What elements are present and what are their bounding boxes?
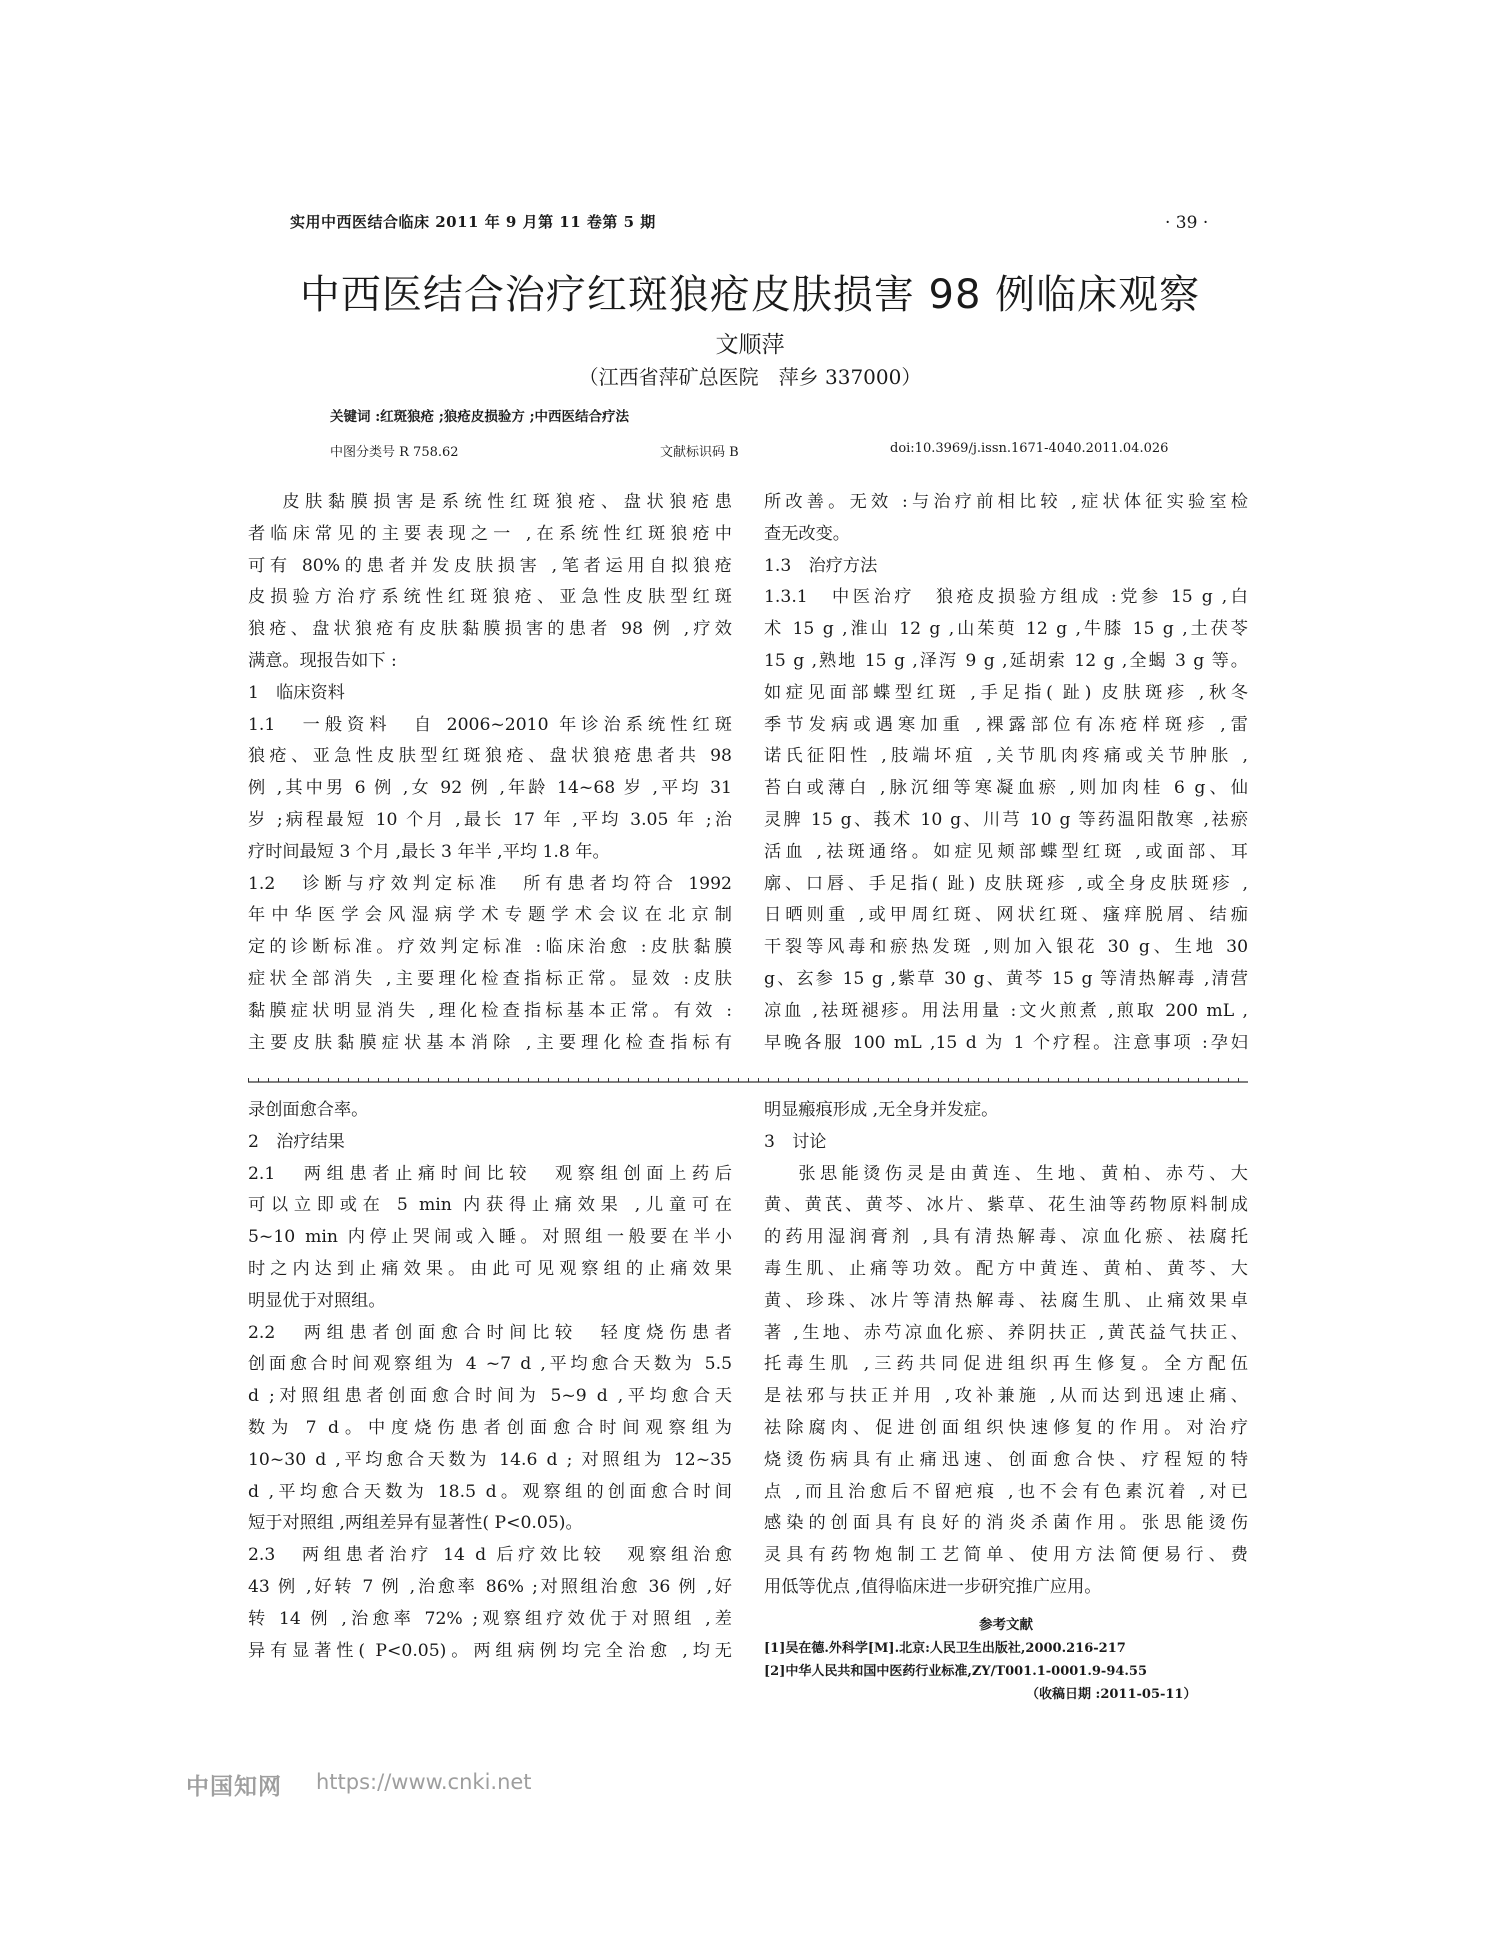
left-column-bottom [248, 1095, 732, 1667]
cnki-logo: 中国知网 [186, 1774, 282, 1800]
text-line: 创面愈合时间观察组为 4 ~7 d ,平均愈合天数为 5.5 [248, 1354, 732, 1375]
text-line: 苔白或薄白 ,脉沉细等寒凝血瘀 ,则加肉桂 6 g、仙 [764, 778, 1248, 799]
text-line: 黄、珍珠、冰片等清热解毒、祛腐生肌、止痛效果卓 [764, 1290, 1248, 1311]
text-line: 术 15 g ,淮山 12 g ,山茱萸 12 g ,牛膝 15 g ,土茯苓 [764, 619, 1248, 640]
text-line: 满意。现报告如下 : [248, 650, 397, 671]
left-column-top [248, 487, 732, 1059]
text-line: 廓、口唇、手足指( 趾) 皮肤斑疹 ,或全身皮肤斑疹 , [764, 873, 1248, 894]
document-code: 文献标识码 B [660, 445, 739, 460]
text-line: 时之内达到止痛效果。由此可见观察组的止痛效果 [248, 1258, 732, 1279]
section-divider [248, 1078, 1248, 1086]
reference-item: [1]吴在德.外科学[M].北京:人民卫生出版社,2000.216-217 [764, 1641, 1126, 1656]
text-line: 烧烫伤病具有止痛迅速、创面愈合快、疗程短的特 [764, 1449, 1248, 1470]
section-heading: 1 临床资料 [248, 682, 345, 703]
text-line: 录创面愈合率。 [248, 1100, 369, 1120]
received-date: （收稿日期 :2011-05-11） [1026, 1687, 1197, 1702]
text-line: 用低等优点 ,值得临床进一步研究推广应用。 [764, 1576, 1102, 1597]
right-column-top [764, 487, 1248, 1059]
text-line: 疗时间最短 3 个月 ,最长 3 年半 ,平均 1.8 年。 [248, 841, 610, 862]
right-column-bottom [764, 1095, 1248, 1604]
text-line: 干裂等风毒和瘀热发斑 ,则加入银花 30 g、生地 30 [764, 937, 1248, 958]
text-line: 2.1 两组患者止痛时间比较 观察组创面上药后 [248, 1163, 732, 1184]
text-line: 查无改变。 [764, 523, 850, 544]
text-line: 例 ,其中男 6 例 ,女 92 例 ,年龄 14~68 岁 ,平均 31 [248, 778, 732, 799]
text-line: 15 g ,熟地 15 g ,泽泻 9 g ,延胡索 12 g ,全蝎 3 g 等。 [764, 650, 1248, 671]
text-line: 短于对照组 ,两组差异有显著性( P<0.05)。 [248, 1513, 583, 1534]
classification-number: 中图分类号 R 758.62 [330, 445, 459, 460]
text-line: 点 ,而且治愈后不留疤痕 ,也不会有色素沉着 ,对已 [764, 1481, 1248, 1502]
text-line: 黄、黄芪、黄芩、冰片、紫草、花生油等药物原料制成 [764, 1195, 1248, 1216]
text-line: 可以立即或在 5 min 内获得止痛效果 ,儿童可在 [248, 1195, 732, 1216]
text-line: 感染的创面具有良好的消炎杀菌作用。张思能烫伤 [764, 1513, 1248, 1534]
text-line: 灵脾 15 g、莪术 10 g、川芎 10 g 等药温阳散寒 ,祛瘀 [764, 809, 1248, 830]
text-line: 的药用湿润膏剂 ,具有清热解毒、凉血化瘀、祛腐托 [764, 1227, 1248, 1248]
text-line: 狼疮、盘状狼疮有皮肤黏膜损害的患者 98 例 ,疗效 [248, 619, 732, 640]
text-line: 张思能烫伤灵是由黄连、生地、黄柏、赤芍、大 [798, 1163, 1248, 1184]
text-line: 托毒生肌 ,三药共同促进组织再生修复。全方配伍 [764, 1354, 1248, 1375]
text-line: 活血 ,祛斑通络。如症见颊部蝶型红斑 ,或面部、耳 [764, 841, 1248, 862]
text-line: 明显优于对照组。 [248, 1290, 386, 1311]
text-line: 日晒则重 ,或甲周红斑、网状红斑、瘙痒脱屑、结痂 [764, 905, 1248, 926]
text-line: 1.1 一般资料 自 2006~2010 年诊治系统性红斑 [248, 714, 732, 735]
text-line: 2.3 两组患者治疗 14 d 后疗效比较 观察组治愈 [248, 1545, 732, 1566]
text-line: 诺氏征阳性 ,肢端坏疽 ,关节肌肉疼痛或关节肿胀 , [764, 746, 1248, 767]
text-line: 43 例 ,好转 7 例 ,治愈率 86% ;对照组治愈 36 例 ,好 [248, 1576, 732, 1597]
section-heading: 3 讨论 [764, 1131, 827, 1152]
article-title: 中西医结合治疗红斑狼疮皮肤损害 98 例临床观察 [299, 272, 1201, 318]
text-line: 定的诊断标准。疗效判定标准 :临床治愈 :皮肤黏膜 [248, 937, 732, 958]
text-line: 可有 80%的患者并发皮肤损害 ,笔者运用自拟狼疮 [248, 555, 732, 576]
text-line: 是祛邪与扶正并用 ,攻补兼施 ,从而达到迅速止痛、 [764, 1386, 1248, 1407]
text-line: 黏膜症状明显消失 ,理化检查指标基本正常。有效 : [248, 1000, 732, 1021]
text-line: 主要皮肤黏膜症状基本消除 ,主要理化检查指标有 [248, 1032, 732, 1053]
text-line: 2.2 两组患者创面愈合时间比较 轻度烧伤患者 [248, 1322, 732, 1343]
text-line: 者临床常见的主要表现之一 ,在系统性红斑狼疮中 [248, 523, 732, 544]
text-line: d ,平均愈合天数为 18.5 d。观察组的创面愈合时间 [248, 1481, 732, 1502]
text-line: 岁 ;病程最短 10 个月 ,最长 17 年 ,平均 3.05 年 ;治 [248, 809, 732, 830]
text-line: d ;对照组患者创面愈合时间为 5~9 d ,平均愈合天 [248, 1386, 732, 1407]
text-line: 1.2 诊断与疗效判定标准 所有患者均符合 1992 [248, 873, 732, 894]
text-line: 皮损验方治疗系统性红斑狼疮、亚急性皮肤型红斑 [248, 587, 732, 608]
text-line: 转 14 例 ,治愈率 72% ;观察组疗效优于对照组 ,差 [248, 1608, 732, 1629]
page-number: · 39 · [1165, 213, 1209, 233]
cnki-url[interactable]: https://www.cnki.net [316, 1770, 532, 1794]
text-line: 症状全部消失 ,主要理化检查指标正常。显效 :皮肤 [248, 968, 732, 989]
text-line: 著 ,生地、赤芍凉血化瘀、养阴扶正 ,黄芪益气扶正、 [764, 1322, 1248, 1343]
section-heading: 2 治疗结果 [248, 1131, 345, 1152]
running-head: 实用中西医结合临床 2011 年 9 月第 11 卷第 5 期 [290, 213, 656, 231]
reference-item: [2]中华人民共和国中医药行业标准,ZY/T001.1-0001.9-94.55 [764, 1664, 1148, 1679]
section-heading: 1.3 治疗方法 [764, 555, 878, 576]
author: 文顺萍 [715, 332, 785, 358]
text-line: 如症见面部蝶型红斑 ,手足指( 趾) 皮肤斑疹 ,秋冬 [764, 682, 1248, 703]
text-line: 早晚各服 100 mL ,15 d 为 1 个疗程。注意事项 :孕妇 [764, 1032, 1248, 1053]
text-line: 所改善。无效 :与治疗前相比较 ,症状体征实验室检 [764, 492, 1248, 512]
text-line: 灵具有药物炮制工艺简单、使用方法简便易行、费 [764, 1545, 1248, 1566]
text-line: 凉血 ,祛斑褪疹。用法用量 :文火煎煮 ,煎取 200 mL , [764, 1000, 1248, 1021]
text-line: g、玄参 15 g ,紫草 30 g、黄芩 15 g 等清热解毒 ,清营 [764, 968, 1248, 989]
keywords: 关键词 :红斑狼疮 ;狼疮皮损验方 ;中西医结合疗法 [330, 409, 630, 425]
doi: doi:10.3969/j.issn.1671-4040.2011.04.026 [890, 441, 1169, 456]
text-line: 毒生肌、止痛等功效。配方中黄连、黄柏、黄芩、大 [764, 1258, 1248, 1279]
text-line: 1.3.1 中医治疗 狼疮皮损验方组成 :党参 15 g ,白 [764, 587, 1248, 608]
affiliation: （江西省萍矿总医院 萍乡 337000） [578, 365, 922, 389]
text-line: 数为 7 d。中度烧伤患者创面愈合时间观察组为 [248, 1417, 732, 1438]
text-line: 10~30 d ,平均愈合天数为 14.6 d ; 对照组为 12~35 [248, 1449, 732, 1470]
references-title: 参考文献 [979, 1617, 1033, 1633]
text-line: 明显瘢痕形成 ,无全身并发症。 [764, 1100, 999, 1120]
text-line: 狼疮、亚急性皮肤型红斑狼疮、盘状狼疮患者共 98 [248, 746, 732, 767]
text-line: 皮肤黏膜损害是系统性红斑狼疮、盘状狼疮患 [282, 492, 732, 512]
text-line: 年中华医学会风湿病学术专题学术会议在北京制 [248, 905, 732, 926]
text-line: 季节发病或遇寒加重 ,裸露部位有冻疮样斑疹 ,雷 [764, 714, 1248, 735]
text-line: 异有显著性( P<0.05)。两组病例均完全治愈 ,均无 [248, 1640, 732, 1661]
text-line: 5~10 min 内停止哭闹或入睡。对照组一般要在半小 [248, 1227, 732, 1248]
text-line: 祛除腐肉、促进创面组织快速修复的作用。对治疗 [764, 1417, 1248, 1438]
